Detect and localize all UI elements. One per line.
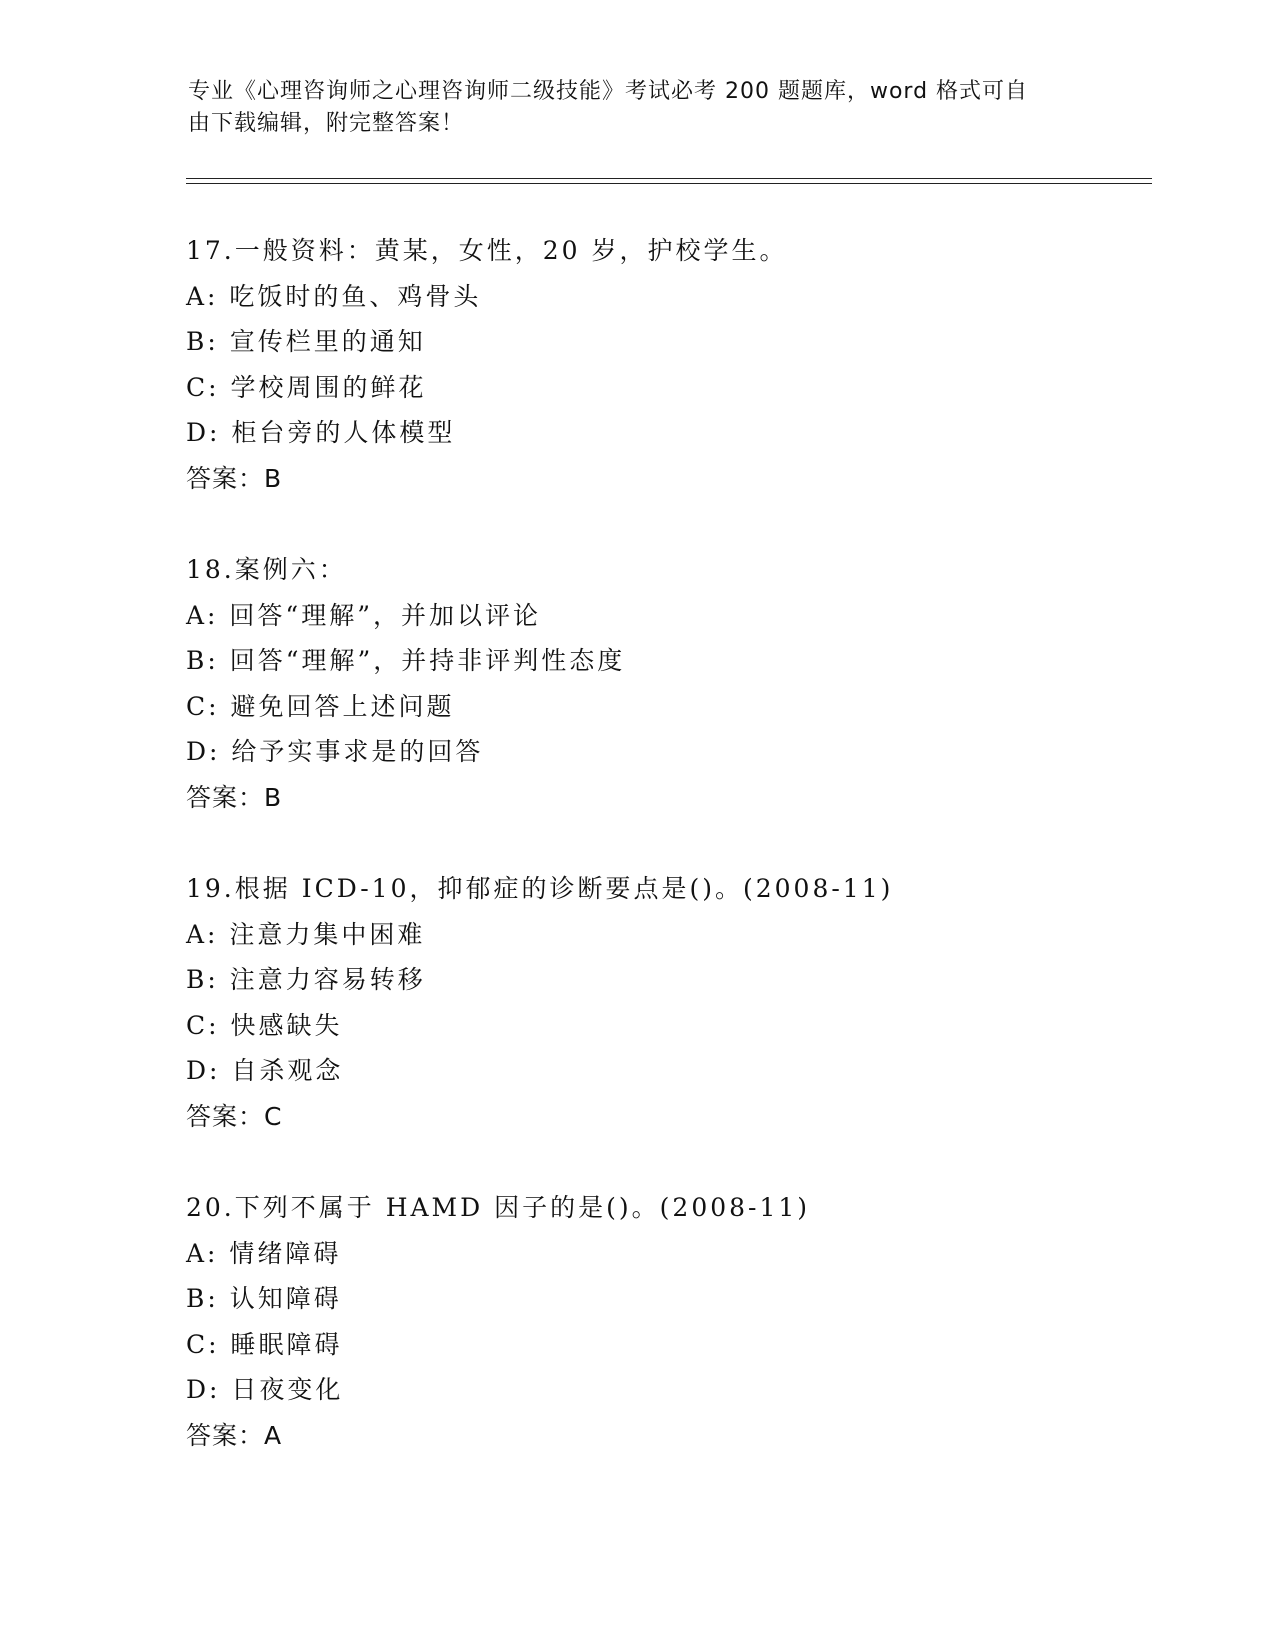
question-stem: 19.根据 ICD-10，抑郁症的诊断要点是()。(2008-11) [186, 874, 894, 903]
option-d: D: 给予实事求是的回答 [186, 737, 484, 766]
answer: 答案：B [186, 782, 283, 812]
answer: 答案：C [186, 1101, 283, 1131]
question-stem: 17.一般资料：黄某，女性，20 岁，护校学生。 [186, 236, 788, 265]
question-stem: 18.案例六： [186, 555, 347, 584]
document-header [188, 76, 1068, 140]
option-a: A: 注意力集中困难 [186, 919, 426, 949]
answer: 答案：A [186, 1420, 283, 1450]
header-line-1: 专业《心理咨询师之心理咨询师二级技能》考试必考 200 题题库，word 格式可自 [188, 79, 1029, 104]
question-stem: 20.下列不属于 HAMD 因子的是()。(2008-11) [186, 1193, 811, 1222]
header-divider-top [186, 178, 1152, 179]
option-b: B: 注意力容易转移 [186, 965, 426, 994]
option-d: D: 自杀观念 [186, 1056, 344, 1085]
option-a: A: 情绪障碍 [186, 1238, 342, 1268]
header-line-2: 由下载编辑，附完整答案！ [188, 111, 465, 136]
option-a: A: 回答“理解”，并加以评论 [186, 600, 541, 630]
option-d: D: 柜台旁的人体模型 [186, 418, 456, 447]
option-d: D: 日夜变化 [186, 1375, 344, 1404]
option-c: C: 学校周围的鲜花 [186, 372, 427, 402]
answer: 答案：B [186, 463, 283, 493]
question-17 [186, 228, 1146, 501]
option-a: A: 吃饭时的鱼、鸡骨头 [186, 281, 482, 311]
option-b: B: 认知障碍 [186, 1284, 342, 1313]
question-18 [186, 547, 1146, 820]
question-20 [186, 1185, 1146, 1458]
option-c: C: 睡眠障碍 [186, 1329, 343, 1359]
option-b: B: 回答“理解”，并持非评判性态度 [186, 646, 626, 675]
option-c: C: 快感缺失 [186, 1010, 343, 1040]
option-b: B: 宣传栏里的通知 [186, 327, 426, 356]
option-c: C: 避免回答上述问题 [186, 691, 455, 721]
header-divider-bottom [186, 183, 1152, 184]
question-19 [186, 866, 1146, 1139]
